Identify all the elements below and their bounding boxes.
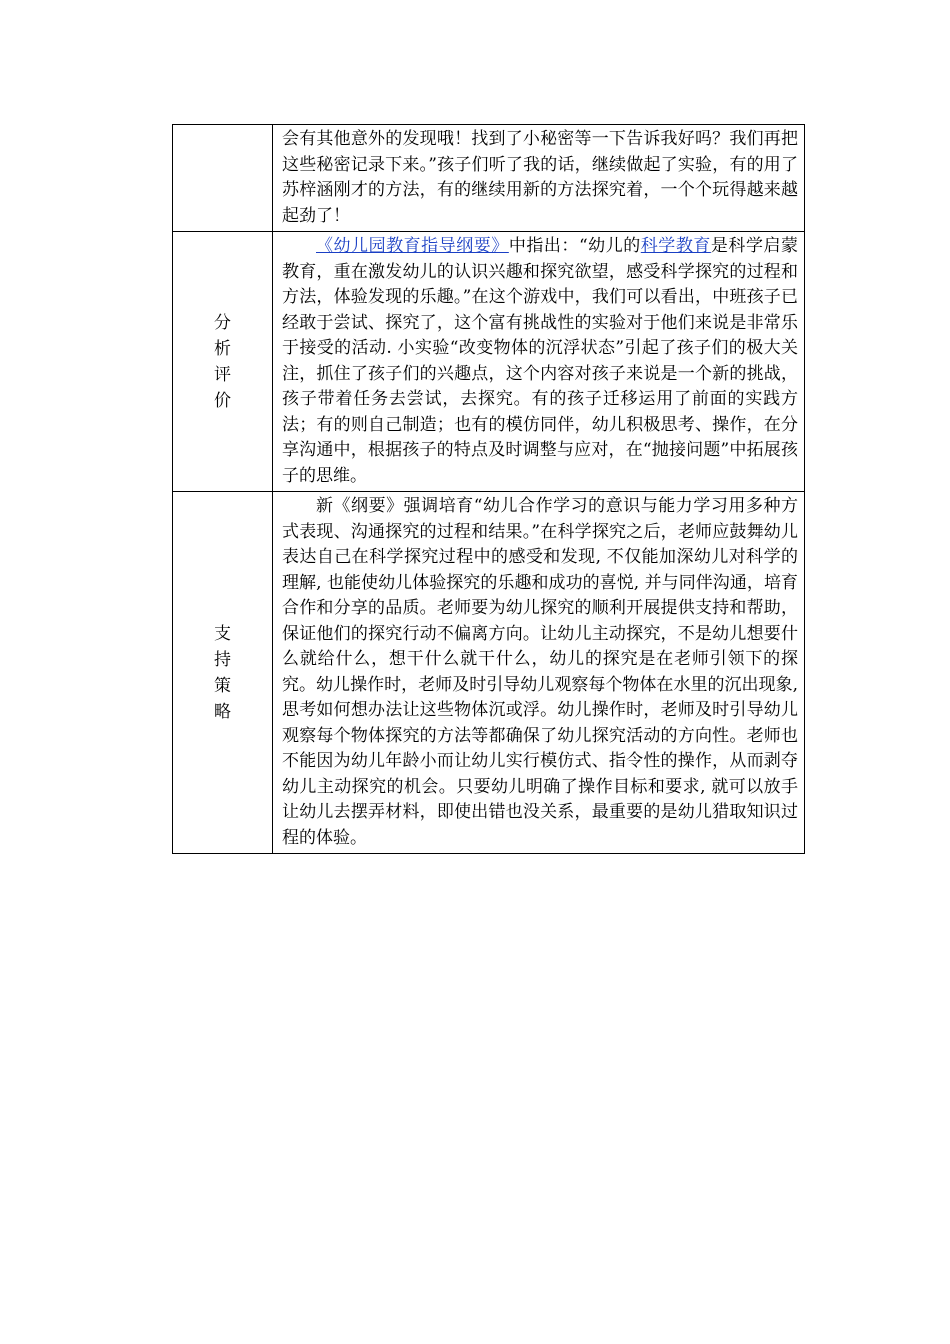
row-label-cell-empty [173, 125, 273, 232]
analysis-text-rest: 是科学启蒙教育，重在激发幼儿的认识兴趣和探究欲望，感受科学探究的过程和方法，体验发现的乐趣。”在这个游戏中，我们可以看出，中班孩子已经敢于尝试、探究了，这个富有挑战性的实验对于他们来说是非常乐于接受的活动. 小实验“改变物体的沉浮状态”引起了孩子们的极大关注，抓住了孩子们的兴趣点，这个内容对孩子来说是一个新的挑战，孩子带着任务去尝试，去探究。有的孩子迁移运用了前面的实践方法；有的则自己制造；也有的模仿同伴，幼儿积极思考、操作，在分享沟通中，根据孩子的特点及时调整与应对，在“抛接问题”中拓展孩子的思维。 [282, 236, 799, 486]
row-content-cell [273, 125, 805, 232]
continuation-paragraph: 会有其他意外的发现哦！找到了小秘密等一下告诉我好吗？我们再把这些秘密记录下来。”孩子们听了我的话，继续做起了实验，有的用了苏梓涵刚才的方法，有的继续用新的方法探究着，一个个玩得越来越起劲了！ [282, 129, 798, 226]
support-paragraph: 新《纲要》强调培育“幼儿合作学习的意识与能力学习用多种方式表现、沟通探究的过程和结果。”在科学探究之后，老师应鼓舞幼儿表达自己在科学探究过程中的感受和发现, 不仅能加深幼儿对科学的理解, 也能使幼儿体验探究的乐趣和成功的喜悦, 并与同伴沟通，培育合作和分享的品质。老师要为幼儿探究的顺利开展提供支持和帮助，保证他们的探究行动不偏离方向。让幼儿主动探究，不是幼儿想要什么就给什么，想干什么就干什么，幼儿的探究是在老师引领下的探究。幼儿操作时，老师及时引导幼儿观察每个物体在水里的沉出现象, 思考如何想办法让这些物体沉或浮。幼儿操作时，老师及时引导幼儿观察每个物体探究的方法等都确保了幼儿探究活动的方向性。老师也不能因为幼儿年龄小而让幼儿实行模仿式、指令性的操作，从而剥夺幼儿主动探究的机会。只要幼儿明确了操作目标和要求, 就可以放手让幼儿去摆弄材料，即使出错也没关系，最重要的是幼儿猎取知识过程的体验。 [282, 496, 798, 848]
analysis-label: 分析评价 [214, 312, 231, 411]
guide-outline-link[interactable]: 《幼儿园教育指导纲要》 [316, 236, 509, 256]
record-table [172, 124, 805, 854]
support-content-cell [273, 492, 805, 854]
analysis-content-cell [273, 232, 805, 492]
science-education-link[interactable]: 科学教育 [640, 236, 711, 256]
row-label-cell-support [173, 492, 273, 854]
row-label-cell-analysis [173, 232, 273, 492]
table-row-analysis [173, 232, 805, 492]
table-row-support [173, 492, 805, 854]
table-row-continuation [173, 125, 805, 232]
support-label: 支持策略 [214, 623, 231, 722]
analysis-paragraph [282, 234, 798, 489]
analysis-text-mid: 中指出：“幼儿的 [508, 236, 641, 256]
